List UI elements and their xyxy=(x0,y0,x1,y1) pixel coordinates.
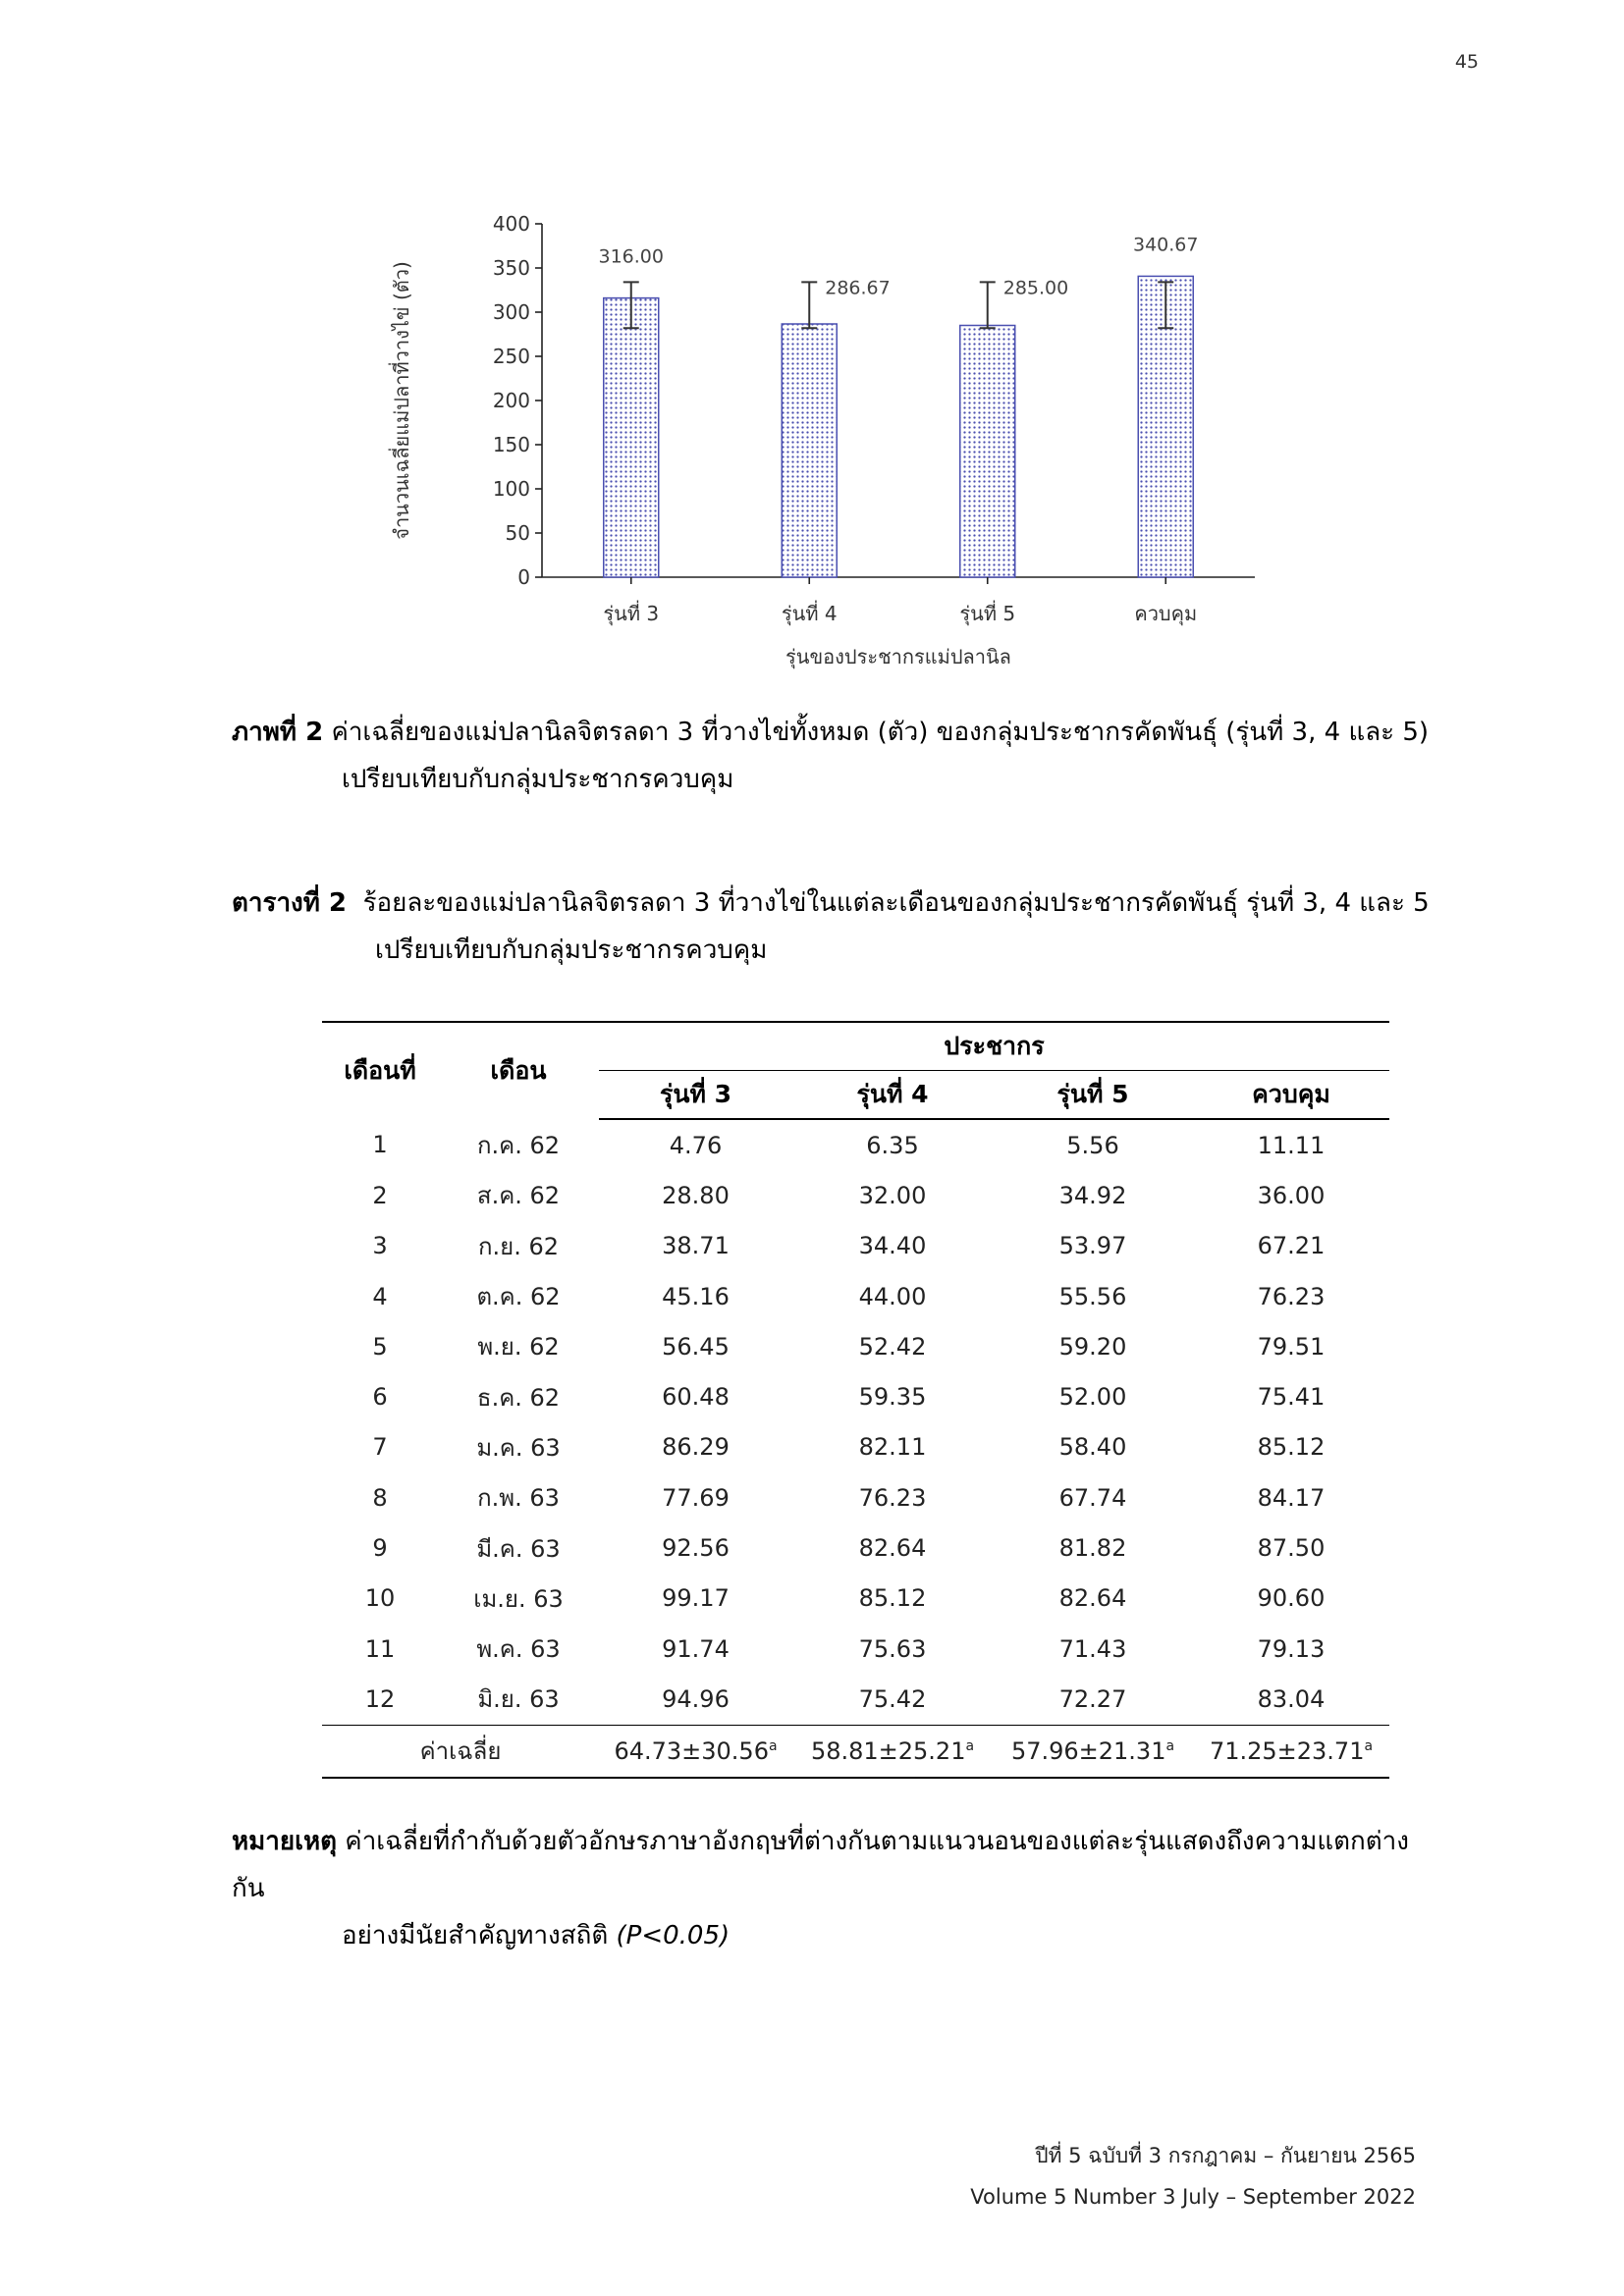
figure-label: ภาพที่ 2 xyxy=(232,718,324,747)
figure-caption-line2: เปรียบเทียบกับกลุ่มประชากรควบคุม xyxy=(342,765,734,794)
x-axis-title: รุ่นของประชากรแม่ปลานิล xyxy=(785,645,1011,668)
cell-gen5: 81.82 xyxy=(1058,1534,1127,1563)
cell-gen4: 75.63 xyxy=(858,1634,927,1663)
cell-month-no: 4 xyxy=(372,1282,388,1310)
mean-cell xyxy=(599,1725,792,1778)
cell-control: 75.41 xyxy=(1257,1383,1326,1412)
y-tick-label: 100 xyxy=(492,477,530,501)
chart-svg xyxy=(363,204,1286,695)
mean-superscript: a xyxy=(1364,1737,1374,1754)
mean-superscript: a xyxy=(965,1737,975,1754)
mean-value: 71.25±23.71 xyxy=(1209,1736,1365,1765)
header-gen4: รุ่นที่ 4 xyxy=(792,1071,993,1120)
cell-month: ม.ค. 63 xyxy=(476,1433,561,1462)
cell-month-no: 10 xyxy=(364,1584,396,1613)
cell-month: มี.ค. 63 xyxy=(476,1534,561,1563)
table-row xyxy=(322,1574,1389,1624)
mean-value: 64.73±30.56 xyxy=(614,1736,769,1765)
cell-gen3: 77.69 xyxy=(662,1483,730,1512)
cell-gen3: 60.48 xyxy=(662,1383,730,1412)
cell-month-no: 12 xyxy=(364,1684,396,1713)
cell-month: ก.ย. 62 xyxy=(477,1232,560,1260)
bar-chart xyxy=(363,204,1286,695)
cell-gen3: 86.29 xyxy=(662,1433,730,1462)
cell-month: พ.ย. 62 xyxy=(477,1333,560,1362)
data-label: 285.00 xyxy=(1002,277,1069,299)
mean-cell xyxy=(993,1725,1193,1778)
cell-gen4: 82.64 xyxy=(858,1534,927,1563)
y-tick-label: 200 xyxy=(492,389,530,412)
x-tick-label: รุ่นที่ 5 xyxy=(959,602,1016,625)
bar xyxy=(604,298,659,577)
data-label: 340.67 xyxy=(1133,234,1199,256)
page-number: 45 xyxy=(1454,51,1479,73)
mean-superscript: a xyxy=(1165,1737,1175,1754)
data-label: 286.67 xyxy=(825,277,891,299)
footer-volume-english: Volume 5 Number 3 July – September 2022 xyxy=(970,2185,1416,2209)
cell-month-no: 7 xyxy=(372,1433,388,1462)
data-label: 316.00 xyxy=(598,245,664,268)
cell-control: 76.23 xyxy=(1257,1282,1326,1310)
table-body xyxy=(322,1119,1389,1778)
cell-month-no: 2 xyxy=(372,1181,388,1209)
cell-gen4: 44.00 xyxy=(858,1282,927,1310)
cell-control: 84.17 xyxy=(1257,1483,1326,1512)
cell-control: 79.51 xyxy=(1257,1332,1326,1361)
table-caption-line1: ร้อยละของแม่ปลานิลจิตรลดา 3 ที่วางไข่ในแต่ละเดือนของกลุ่มประชากรคัดพันธุ์ รุ่นที่ 3, 4 และ 5 xyxy=(362,888,1430,918)
cell-gen3: 91.74 xyxy=(662,1634,730,1663)
table-row xyxy=(322,1271,1389,1321)
cell-gen3: 28.80 xyxy=(662,1181,730,1209)
cell-month-no: 5 xyxy=(372,1332,388,1361)
mean-cell xyxy=(1193,1725,1389,1778)
y-tick-label: 300 xyxy=(492,300,530,324)
table-row xyxy=(322,1321,1389,1371)
y-tick-label: 0 xyxy=(517,565,530,589)
cell-gen5: 72.27 xyxy=(1058,1684,1127,1713)
mean-row xyxy=(322,1725,1389,1778)
cell-month: ก.พ. 63 xyxy=(477,1484,560,1513)
cell-gen5: 53.97 xyxy=(1058,1232,1127,1260)
note-label: หมายเหตุ xyxy=(232,1827,338,1856)
footer-volume-thai: ปีที่ 5 ฉบับที่ 3 กรกฎาคม – กันยายน 2565 xyxy=(1035,2144,1416,2167)
cell-gen3: 38.71 xyxy=(662,1232,730,1260)
figure-caption-line1: ค่าเฉลี่ยของแม่ปลานิลจิตรลดา 3 ที่วางไข่ทั้งหมด (ตัว) ของกลุ่มประชากรคัดพันธุ์ (รุ่นที่ 3, 4 และ 5) xyxy=(331,718,1430,747)
note-line2 xyxy=(232,1912,1439,1959)
cell-control: 83.04 xyxy=(1257,1684,1326,1713)
table-row xyxy=(322,1170,1389,1220)
table-caption xyxy=(232,880,1439,974)
cell-month: ก.ค. 62 xyxy=(476,1131,560,1159)
table-row xyxy=(322,1371,1389,1421)
x-tick-label: รุ่นที่ 3 xyxy=(603,602,660,625)
cell-gen3: 94.96 xyxy=(662,1684,730,1713)
cell-gen4: 34.40 xyxy=(858,1232,927,1260)
cell-control: 11.11 xyxy=(1257,1131,1326,1159)
cell-month-no: 9 xyxy=(372,1534,388,1563)
y-tick-label: 400 xyxy=(492,212,530,236)
cell-gen5: 55.56 xyxy=(1058,1282,1127,1310)
cell-gen5: 52.00 xyxy=(1058,1383,1127,1412)
cell-month: เม.ย. 63 xyxy=(473,1584,564,1613)
mean-value: 57.96±21.31 xyxy=(1010,1736,1166,1765)
table-row xyxy=(322,1422,1389,1472)
cell-control: 85.12 xyxy=(1257,1433,1326,1462)
cell-gen4: 59.35 xyxy=(858,1383,927,1412)
y-tick-label: 50 xyxy=(505,521,530,545)
y-tick-label: 150 xyxy=(492,433,530,456)
table-note xyxy=(232,1818,1439,1959)
cell-gen3: 56.45 xyxy=(662,1332,730,1361)
cell-month-no: 11 xyxy=(364,1634,396,1663)
y-tick-label: 350 xyxy=(492,256,530,280)
cell-gen3: 4.76 xyxy=(669,1131,723,1159)
header-month-no: เดือนที่ xyxy=(322,1022,438,1119)
y-axis-title: จำนวนเฉลี่ยแม่ปลาที่วางไข่ (ตัว) xyxy=(390,261,413,540)
mean-superscript: a xyxy=(768,1737,778,1754)
cell-gen5: 71.43 xyxy=(1058,1634,1127,1663)
table-row xyxy=(322,1119,1389,1170)
cell-month: ธ.ค. 62 xyxy=(476,1383,561,1412)
data-table xyxy=(322,1021,1389,1779)
header-month: เดือน xyxy=(438,1022,599,1119)
cell-gen5: 59.20 xyxy=(1058,1332,1127,1361)
cell-gen4: 75.42 xyxy=(858,1684,927,1713)
table-caption-line2: เปรียบเทียบกับกลุ่มประชากรควบคุม xyxy=(375,935,768,965)
mean-cell xyxy=(792,1725,993,1778)
cell-gen3: 45.16 xyxy=(662,1282,730,1310)
cell-gen3: 99.17 xyxy=(662,1584,730,1613)
x-tick-label: ควบคุม xyxy=(1134,602,1198,625)
bar xyxy=(960,326,1015,578)
header-group: ประชากร xyxy=(599,1022,1389,1071)
cell-control: 79.13 xyxy=(1257,1634,1326,1663)
header-gen5: รุ่นที่ 5 xyxy=(993,1071,1193,1120)
note-line2-text: อย่างมีนัยสำคัญทางสถิติ xyxy=(342,1921,617,1950)
cell-gen3: 92.56 xyxy=(662,1534,730,1563)
table-row xyxy=(322,1624,1389,1674)
cell-control: 90.60 xyxy=(1257,1584,1326,1613)
header-control: ควบคุม xyxy=(1193,1071,1389,1120)
cell-month: พ.ค. 63 xyxy=(476,1635,561,1664)
table-row xyxy=(322,1522,1389,1573)
cell-month: ต.ค. 62 xyxy=(476,1283,561,1311)
cell-month-no: 8 xyxy=(372,1483,388,1512)
note-p-value: (P<0.05) xyxy=(616,1921,731,1950)
cell-gen5: 34.92 xyxy=(1058,1181,1127,1209)
y-tick-label: 250 xyxy=(492,345,530,368)
cell-gen4: 32.00 xyxy=(858,1181,927,1209)
cell-control: 36.00 xyxy=(1257,1181,1326,1209)
table-row xyxy=(322,1674,1389,1725)
cell-control: 87.50 xyxy=(1257,1534,1326,1563)
cell-gen4: 85.12 xyxy=(858,1584,927,1613)
figure-caption xyxy=(232,709,1439,803)
bar xyxy=(782,324,837,577)
table-row xyxy=(322,1472,1389,1522)
header-gen3: รุ่นที่ 3 xyxy=(599,1071,792,1120)
cell-gen4: 6.35 xyxy=(866,1131,919,1159)
x-tick-label: รุ่นที่ 4 xyxy=(781,602,838,625)
cell-gen4: 82.11 xyxy=(858,1433,927,1462)
cell-gen5: 5.56 xyxy=(1066,1131,1119,1159)
note-line1: ค่าเฉลี่ยที่กำกับด้วยตัวอักษรภาษาอังกฤษที่ต่างกันตามแนวนอนของแต่ละรุ่นแสดงถึงความแตกต่างกัน xyxy=(232,1827,1409,1903)
cell-gen5: 67.74 xyxy=(1058,1483,1127,1512)
cell-month-no: 3 xyxy=(372,1232,388,1260)
mean-value: 58.81±25.21 xyxy=(810,1736,966,1765)
cell-gen5: 82.64 xyxy=(1058,1584,1127,1613)
cell-month-no: 6 xyxy=(372,1383,388,1412)
cell-control: 67.21 xyxy=(1257,1232,1326,1260)
cell-month-no: 1 xyxy=(372,1131,388,1159)
mean-label: ค่าเฉลี่ย xyxy=(322,1725,599,1778)
cell-month: ส.ค. 62 xyxy=(476,1182,561,1210)
cell-gen5: 58.40 xyxy=(1058,1433,1127,1462)
cell-gen4: 52.42 xyxy=(858,1332,927,1361)
cell-gen4: 76.23 xyxy=(858,1483,927,1512)
table-row xyxy=(322,1221,1389,1271)
cell-month: มิ.ย. 63 xyxy=(477,1685,560,1714)
table-label: ตารางที่ 2 xyxy=(232,888,348,918)
